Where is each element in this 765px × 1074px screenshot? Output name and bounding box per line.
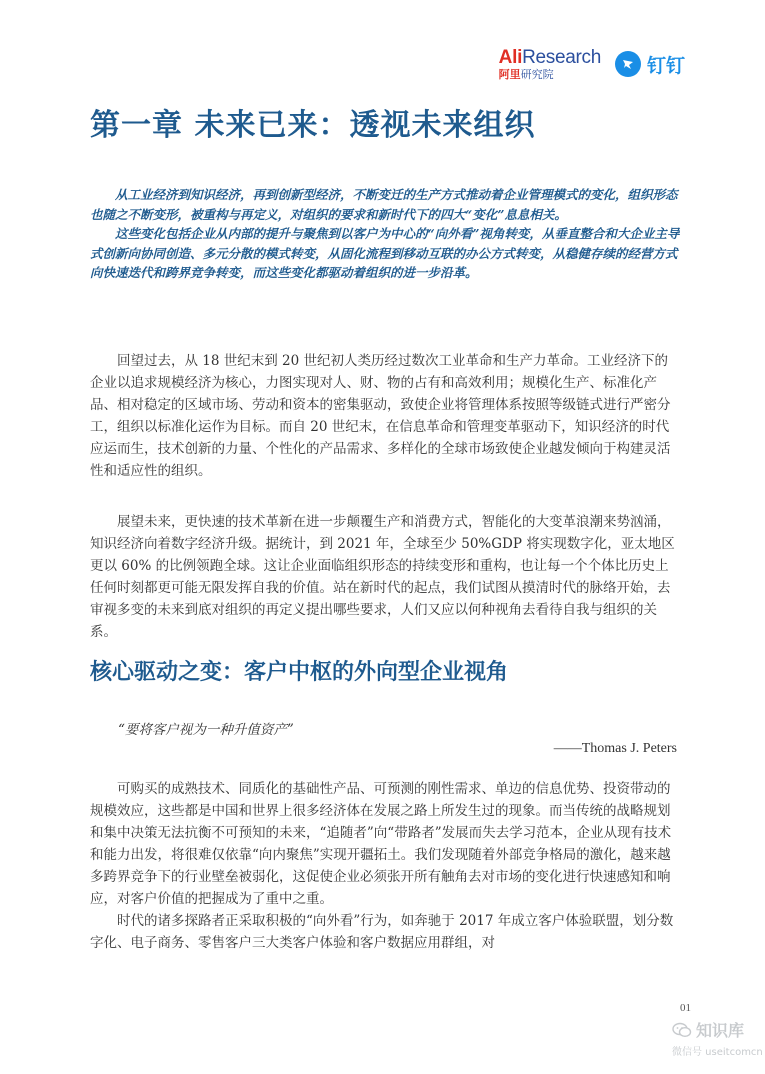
epigraph-author: ——Thomas J. Peters [553,741,677,756]
chapter-title: 第一章 未来已来：透视未来组织 [90,108,536,143]
dingtalk-name: 钉钉 [646,54,685,77]
section-title: 核心驱动之变：客户中枢的外向型企业视角 [90,660,509,685]
logo-ali-cn: 阿里 [498,68,521,81]
body-paragraph-block [90,511,680,643]
watermark-name: 知识库 [696,1021,745,1040]
dingtalk-logo [615,51,685,78]
watermark-id: 微信号 useitcomcn [672,1047,763,1058]
section-paragraph-block [90,778,680,954]
wechat-icon [672,1022,692,1038]
body-paragraph: 展望未来，更快速的技术革新在进一步颠覆生产和消费方式，智能化的大变革浪潮来势汹涌，知识经济向着数字经济升级。据统计，到 2021 年，全球至少 50%GDP 将实现数字化，亚太地区更以 60% 的比例领跑全球。这让企业面临组织形态的持续变形和重构，也让每一个个体比历史上任何时刻都更可能无限发挥自我的价值。站在新时代的起点，我们试图从摸清时代的脉络开始，去审视多变的未来到底对组织的再定义提出哪些要求，人们又应以何种视角去看待自我与组织的关系。 [90,514,675,640]
page-number: 01 [680,1002,691,1014]
aliresearch-logo [499,48,601,80]
header-logos [499,48,685,80]
logo-ali-text: Ali [498,47,523,68]
abstract-paragraph: 这些变化包括企业从内部的提升与聚焦到以客户为中心的“向外看”视角转变，从垂直整合和大企业主导式创新向协同创造、多元分散的模式转变，从固化流程到移动互联的办公方式转变，从稳健存续的经营方式向快速迭代和跨界竞争转变，而这些变化都驱动着组织的进一步沿革。 [90,226,680,280]
dingtalk-icon [615,51,641,77]
epigraph-quote: “要将客户视为一种升值资产” [118,722,294,738]
body-paragraph: 回望过去，从 18 世纪末到 20 世纪初人类历经过数次工业革命和生产力革命。工业经济下的企业以追求规模经济为核心，力图实现对人、财、物的占有和高效利用；规模化生产、标准化产品、相对稳定的区域市场、劳动和资本的密集驱动，致使企业将管理体系按照等级链式进行严密分工，组织以标准化运作为目标。而自 20 世纪末，在信息革命和管理变革驱动下，知识经济的时代应运而生，技术创新的力量、个性化的产品需求、多样化的全球市场致使企业越发倾向于构建灵活性和适应性的组织。 [90,353,671,479]
section-paragraph: 可购买的成熟技术、同质化的基础性产品、可预测的刚性需求、单边的信息优势、投资带动的规模效应，这些都是中国和世界上很多经济体在发展之路上所发生过的现象。而当传统的战略规划和集中决策无法抗衡不可预知的未来，“追随者”向“带路者”发展而失去学习范本，企业从现有技术和能力出发，将很难仅依靠“向内聚焦”实现开疆拓土。我们发现随着外部竞争格局的激化，越来越多跨界竞争下的行业壁垒被弱化，这促使企业必须张开所有触角去对市场的变化进行快速感知和响应，对客户价值的把握成为了重中之重。 [90,781,672,907]
body-paragraph-block [90,350,680,482]
section-paragraph: 时代的诸多探路者正采取积极的“向外看”行为，如奔驰于 2017 年成立客户体验联盟，划分数字化、电子商务、零售客户三大类客户体验和客户数据应用群组，对 [90,913,674,951]
logo-research-text: Research [522,47,601,68]
logo-institute-cn: 研究院 [520,68,554,81]
chapter-abstract [90,185,680,283]
wechat-watermark [672,1018,762,1058]
abstract-paragraph: 从工业经济到知识经济，再到创新型经济，不断变迁的生产方式推动着企业管理模式的变化，组织形态也随之不断变形，被重构与再定义，对组织的要求和新时代下的四大“变化”息息相关。 [90,187,678,222]
